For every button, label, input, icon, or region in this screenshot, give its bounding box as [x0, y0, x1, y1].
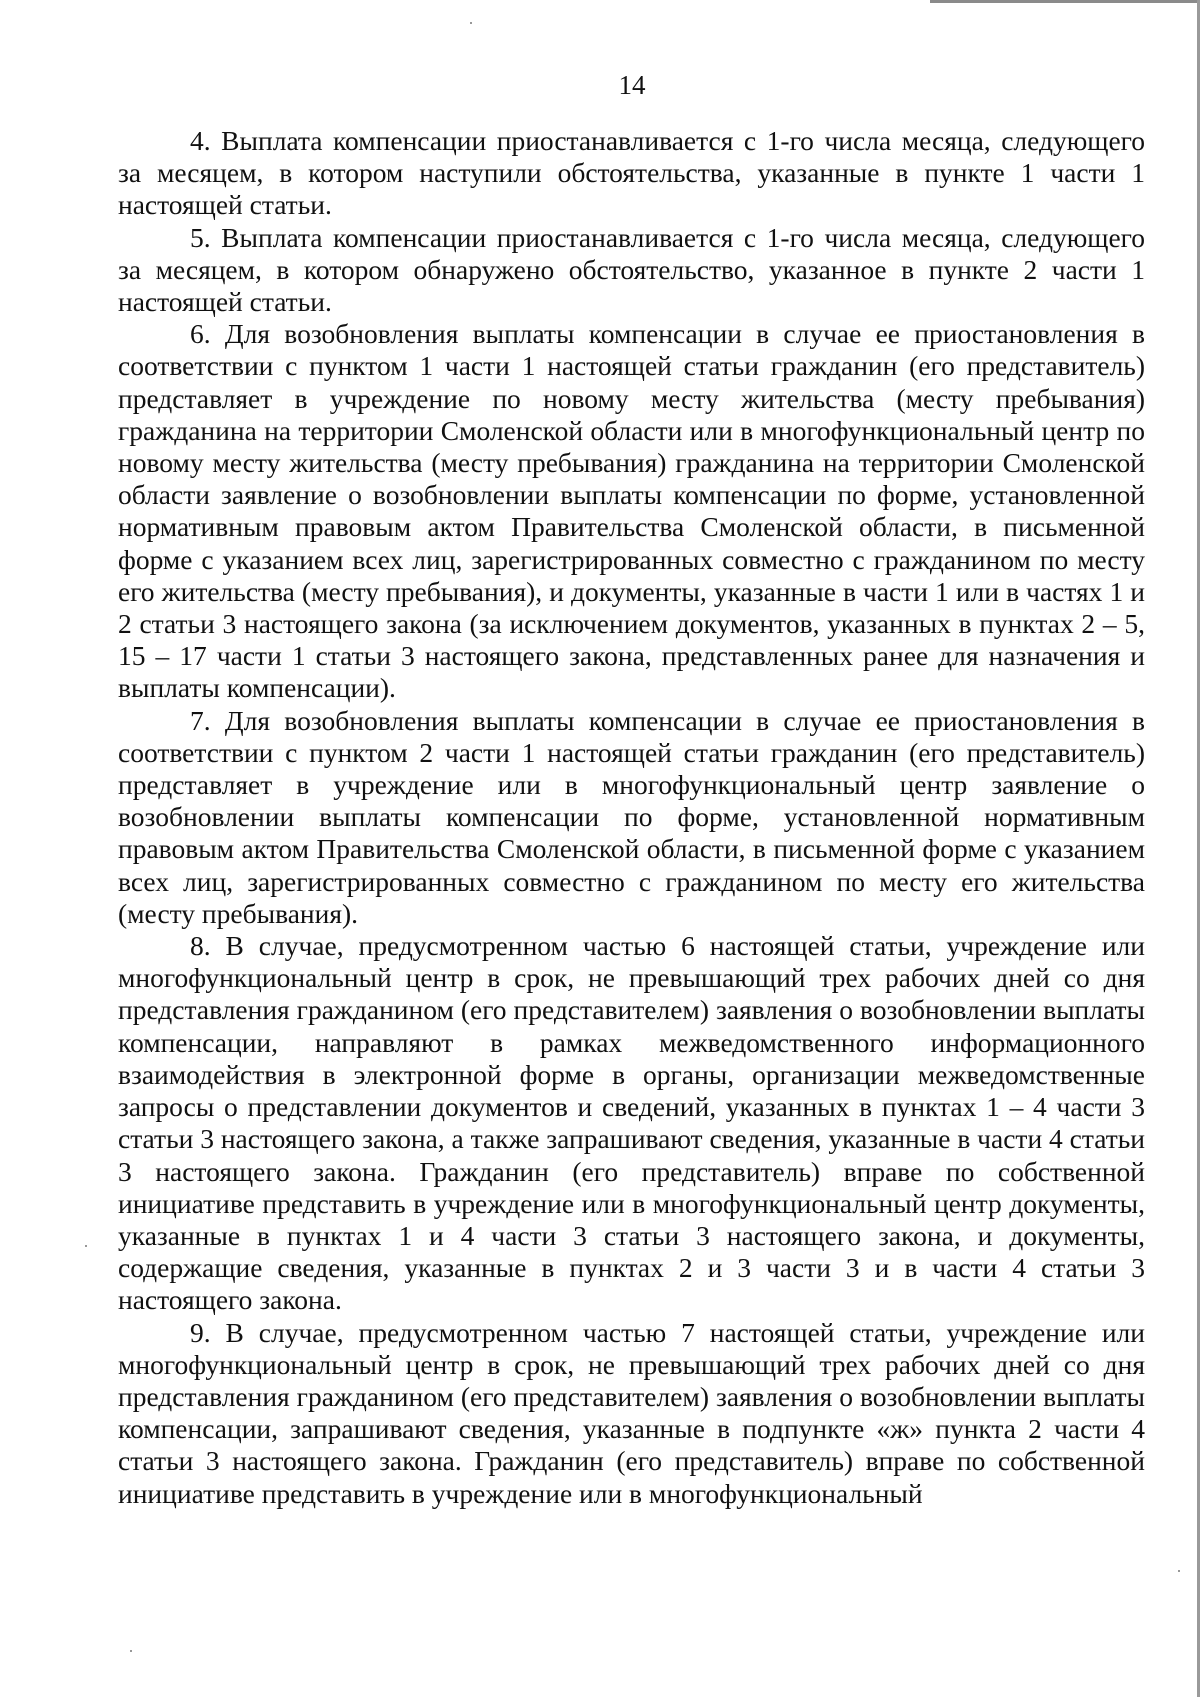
scan-speck: [130, 1650, 132, 1652]
scan-edge-top: [930, 0, 1200, 3]
paragraph-9: 9. В случае, предусмотренном частью 7 настоящей статьи, учреждение или многофункциональный центр в срок, не превышающий трех рабочих дней со дня представления гражданином (его представителем) заявления о возобновлении выплаты компенсации, запрашивают сведения, указанные в подпункте «ж» пункта 2 части 4 статьи 3 настоящего закона. Гражданин (его представитель) вправе по собственной инициативе представить в учреждение или в многофункциональный: [118, 1316, 1145, 1509]
paragraph-8: 8. В случае, предусмотренном частью 6 настоящей статьи, учреждение или многофункциональный центр в срок, не превышающий трех рабочих дней со дня представления гражданином (его представителем) заявления о возобновлении выплаты компенсации, направляют в рамках межведомственного информационного взаимодействия в электронной форме в органы, организации межведомственные запросы о представлении документов и сведений, указанных в пунктах 1 – 4 части 3 статьи 3 настоящего закона, а также запрашивают сведения, указанные в части 4 статьи 3 настоящего закона. Гражданин (его представитель) вправе по собственной инициативе представить в учреждение или в многофункциональный центр документы, указанные в пунктах 1 и 4 части 3 статьи 3 настоящего закона, и документы, содержащие сведения, указанные в пунктах 2 и 3 части 3 и в части 4 статьи 3 настоящего закона.: [118, 930, 1145, 1316]
paragraph-4: 4. Выплата компенсации приостанавливается с 1-го числа месяца, следующего за месяцем, в котором наступили обстоятельства, указанные в пункте 1 части 1 настоящей статьи.: [118, 125, 1145, 221]
scan-speck: [85, 1245, 87, 1247]
page-number: 14: [618, 70, 646, 100]
paragraph-6: 6. Для возобновления выплаты компенсации в случае ее приостановления в соответствии с пунктом 1 части 1 настоящей статьи гражданин (его представитель) представляет в учреждение по новому месту жительства (месту пребывания) гражданина на территории Смоленской области или в многофункциональный центр по новому месту жительства (месту пребывания) гражданина на территории Смоленской области заявление о возобновлении выплаты компенсации по форме, установленной нормативным правовым актом Правительства Смоленской области, в письменной форме с указанием всех лиц, зарегистрированных совместно с гражданином по месту его жительства (месту пребывания), и документы, указанные в части 1 или в частях 1 и 2 статьи 3 настоящего закона (за исключением документов, указанных в пунктах 2 – 5, 15 – 17 части 1 статьи 3 настоящего закона, представленных ранее для назначения и выплаты компенсации).: [118, 318, 1145, 704]
paragraph-5: 5. Выплата компенсации приостанавливается с 1-го числа месяца, следующего за месяцем, в котором обнаружено обстоятельство, указанное в пункте 2 части 1 настоящей статьи.: [118, 221, 1145, 318]
paragraph-7: 7. Для возобновления выплаты компенсации в случае ее приостановления в соответствии с пунктом 2 части 1 настоящей статьи гражданин (его представитель) представляет в учреждение или в многофункциональный центр заявление о возобновлении выплаты компенсации по форме, установленной нормативным правовым актом Правительства Смоленской области, в письменной форме с указанием всех лиц, зарегистрированных совместно с гражданином по месту его жительства (месту пребывания).: [118, 704, 1145, 929]
document-body: [118, 125, 1145, 1510]
scan-speck: [470, 22, 472, 24]
scan-speck: [1178, 1570, 1180, 1572]
